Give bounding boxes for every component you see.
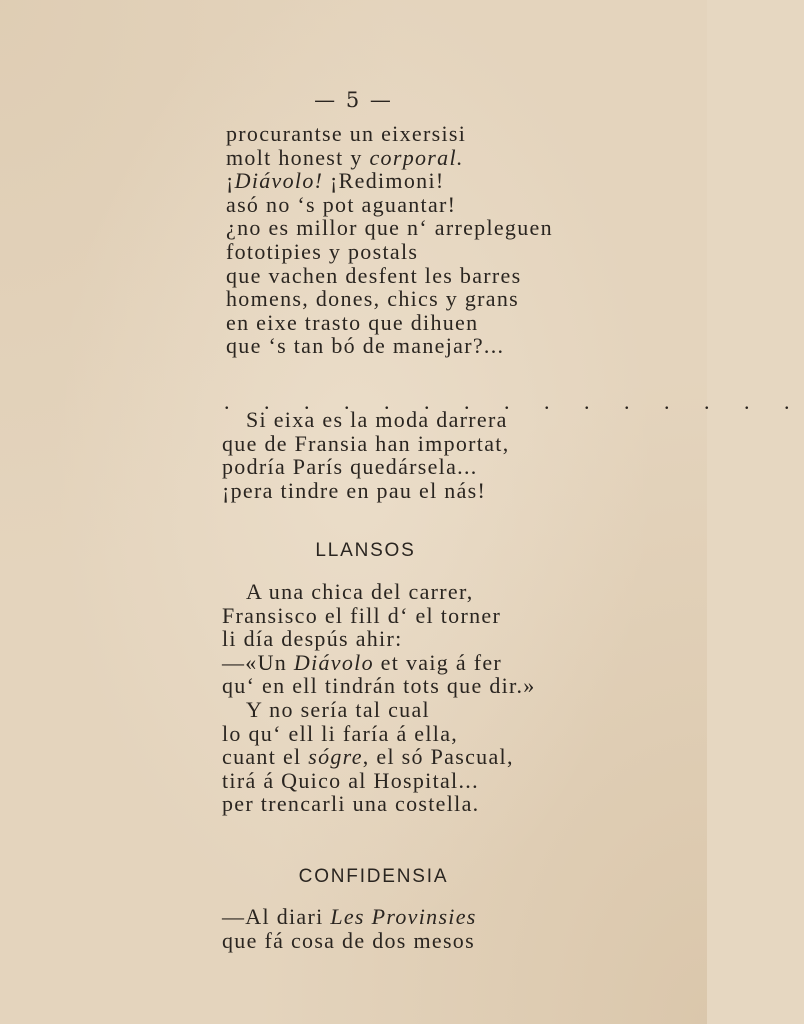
verse-text: molt honest y: [226, 144, 370, 170]
verse-text: —Al diari: [222, 904, 331, 929]
poem-llansos: [222, 580, 642, 816]
verse-line: que fá cosa de dos mesos: [222, 927, 475, 953]
section-title-llansos: LLANSOS: [315, 540, 416, 561]
verse-line: procurantse un eixersisi: [226, 121, 467, 146]
italic-word: Les Provinsies: [330, 904, 477, 929]
poem-stanza-1: [226, 122, 626, 358]
italic-word: corporal.: [369, 144, 464, 170]
italic-word: Diávolo!: [234, 168, 324, 194]
poem-stanza-2: [222, 408, 642, 502]
verse-line: tirá á Quico al Hospital...: [222, 767, 479, 793]
verse-line: Y no sería tal cual: [246, 696, 430, 722]
verse-line: li día despús ahir:: [222, 626, 403, 652]
verse-line: que ‘s tan bó de manejar?...: [226, 333, 505, 359]
verse-line: ¿no es millor que n‘ arrepleguen: [226, 215, 553, 241]
verse-text: cuant el: [222, 744, 309, 770]
verse-line: en eixe trasto que dihuen: [226, 309, 479, 335]
verse-line: podría París quedársela...: [222, 454, 478, 480]
verse-text: ¡Redimoni!: [323, 168, 445, 194]
verse-line: fototipies y postals: [226, 238, 419, 264]
verse-line: lo qu‘ ell li faría á ella,: [222, 720, 459, 746]
page-number: — 5 —: [314, 88, 393, 112]
verse-text: , el só Pascual,: [362, 744, 514, 770]
verse-line: Fransisco el fill d‘ el torner: [222, 602, 502, 628]
dotted-separator: . . . . . . . . . . . . . . .: [224, 389, 804, 414]
verse-text: ¡: [226, 168, 235, 194]
verse-line: [222, 905, 642, 929]
verse-line: A una chica del carrer,: [246, 579, 474, 604]
verse-line: [222, 651, 642, 675]
verse-line: homens, dones, chics y grans: [226, 286, 520, 312]
verse-line: [222, 745, 642, 769]
verse-line: qu‘ en ell tindrán tots que dir.»: [222, 673, 536, 699]
verse-line: asó no ‘s pot aguantar!: [226, 191, 457, 217]
verse-line: per trencarli una costella.: [222, 791, 480, 817]
italic-word: Diávolo: [293, 649, 374, 675]
poem-confidensia: [222, 905, 642, 952]
section-title-confidensia: CONFIDENSIA: [298, 866, 449, 887]
verse-line: Si eixa es la moda darrera: [246, 407, 508, 432]
italic-word: sógre: [308, 744, 363, 770]
verse-line: ¡pera tindre en pau el nás!: [222, 477, 487, 503]
verse-line: [226, 169, 626, 193]
verse-text: et vaig á fer: [373, 649, 503, 675]
verse-line: [226, 146, 626, 170]
verse-text: —«Un: [222, 649, 294, 675]
verse-line: que de Fransia han importat,: [222, 430, 510, 456]
verse-line: que vachen desfent les barres: [226, 262, 522, 288]
